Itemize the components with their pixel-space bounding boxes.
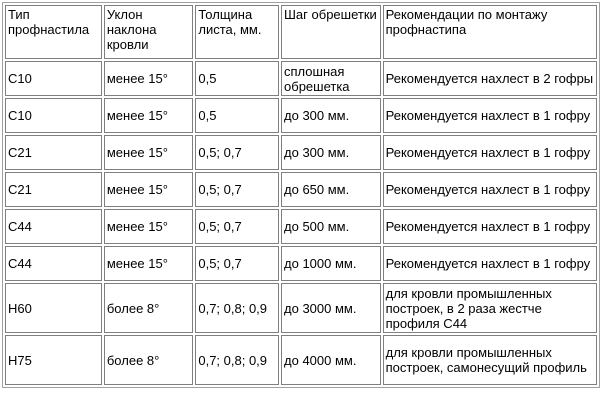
cell-type: С21 — [5, 172, 102, 207]
cell-recommendation: Рекомендуется нахлест в 1 гофру — [383, 98, 597, 133]
table-row — [5, 98, 597, 133]
cell-recommendation: Рекомендуется нахлест в 1 гофру — [383, 209, 597, 244]
cell-thickness: 0,5; 0,7 — [195, 135, 279, 170]
cell-slope: менее 15° — [104, 98, 194, 133]
cell-lathing-step: сплошная обрешетка — [281, 61, 381, 96]
cell-slope: более 8° — [104, 283, 194, 333]
cell-thickness: 0,7; 0,8; 0,9 — [195, 283, 279, 333]
table-row — [5, 172, 597, 207]
table-row — [5, 246, 597, 281]
cell-recommendation: Рекомендуется нахлест в 1 гофру — [383, 172, 597, 207]
cell-lathing-step: до 3000 мм. — [281, 283, 381, 333]
cell-recommendation: Рекомендуется нахлест в 1 гофру — [383, 135, 597, 170]
cell-thickness: 0,5 — [195, 61, 279, 96]
cell-recommendation: для кровли промышленных построек, в 2 раза жестче профиля С44 — [383, 283, 597, 333]
cell-thickness: 0,7; 0,8; 0,9 — [195, 335, 279, 385]
header-cell-type: Тип профнастила — [5, 5, 102, 59]
table-row — [5, 335, 597, 385]
cell-recommendation: Рекомендуется нахлест в 2 гофры — [383, 61, 597, 96]
cell-thickness: 0,5; 0,7 — [195, 209, 279, 244]
cell-lathing-step: до 300 мм. — [281, 98, 381, 133]
cell-type: С10 — [5, 61, 102, 96]
cell-slope: менее 15° — [104, 61, 194, 96]
cell-thickness: 0,5; 0,7 — [195, 172, 279, 207]
cell-lathing-step: до 500 мм. — [281, 209, 381, 244]
cell-thickness: 0,5 — [195, 98, 279, 133]
table-row — [5, 209, 597, 244]
cell-slope: менее 15° — [104, 172, 194, 207]
roofing-profile-table — [2, 2, 600, 388]
cell-slope: менее 15° — [104, 246, 194, 281]
header-cell-lathing-step: Шаг обрешетки — [281, 5, 381, 59]
cell-slope: более 8° — [104, 335, 194, 385]
table-row — [5, 283, 597, 333]
cell-type: С44 — [5, 246, 102, 281]
cell-thickness: 0,5; 0,7 — [195, 246, 279, 281]
cell-lathing-step: до 1000 мм. — [281, 246, 381, 281]
cell-type: Н60 — [5, 283, 102, 333]
cell-slope: менее 15° — [104, 135, 194, 170]
header-cell-slope: Уклон наклона кровли — [104, 5, 194, 59]
cell-lathing-step: до 300 мм. — [281, 135, 381, 170]
cell-type: С44 — [5, 209, 102, 244]
table-row — [5, 61, 597, 96]
header-cell-recommendations: Рекомендации по монтажу профнастипа — [383, 5, 597, 59]
table-row — [5, 135, 597, 170]
header-cell-thickness: Толщина листа, мм. — [195, 5, 279, 59]
cell-recommendation: Рекомендуется нахлест в 1 гофру — [383, 246, 597, 281]
table-header-row — [5, 5, 597, 59]
cell-type: Н75 — [5, 335, 102, 385]
cell-type: С10 — [5, 98, 102, 133]
cell-recommendation: для кровли промышленных построек, самонесущий профиль — [383, 335, 597, 385]
cell-slope: менее 15° — [104, 209, 194, 244]
cell-lathing-step: до 650 мм. — [281, 172, 381, 207]
cell-type: С21 — [5, 135, 102, 170]
cell-lathing-step: до 4000 мм. — [281, 335, 381, 385]
